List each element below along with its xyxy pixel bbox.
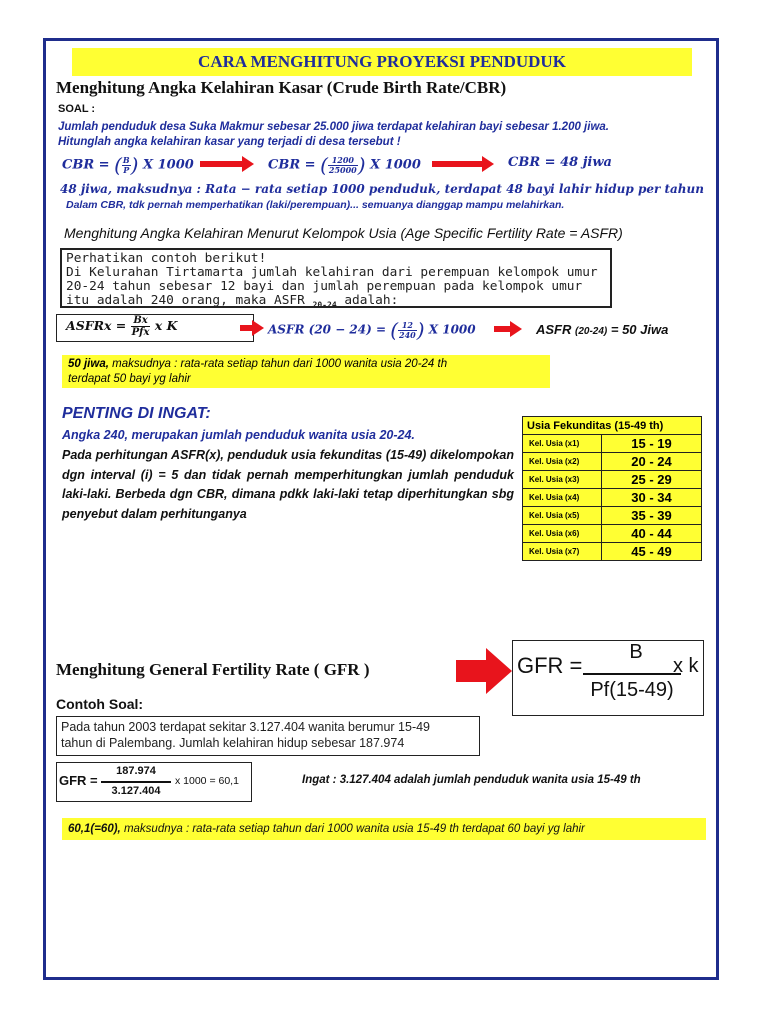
asfr-explanation — [62, 355, 550, 388]
gfr-calc-rest: x 1000 = 60,1 — [175, 775, 239, 787]
asfr-example-line-3: 20-24 tahun sebesar 12 bayi dan jumlah perempuan pada kelompok umur — [66, 279, 583, 294]
gfr-formula-den: Pf(15-49) — [590, 679, 674, 701]
soal-line-2: Hitunglah angka kelahiran kasar yang terjadi di desa tersebut ! — [58, 136, 401, 148]
contoh-line-2: tahun di Palembang. Jumlah kelahiran hidup sebesar 187.974 — [61, 736, 405, 750]
arrow-icon — [494, 326, 512, 332]
soal-line-1: Jumlah penduduk desa Suka Makmur sebesar 25.000 jiwa terdapat kelahiran bayi sebesar 1.200 jiwa. — [58, 121, 609, 133]
table-row — [523, 471, 702, 489]
table-cell-value: 25 - 29 — [602, 471, 702, 489]
table-cell-label: Kel. Usia (x3) — [523, 471, 602, 489]
gfr-calc-num: 187.974 — [116, 765, 156, 777]
table-row — [523, 507, 702, 525]
asfr-example-line-4 — [66, 294, 606, 313]
table-cell-value: 35 - 39 — [602, 507, 702, 525]
asfr-formula-2-num: 12 — [398, 321, 417, 331]
asfr-result — [536, 322, 668, 337]
table-row — [523, 525, 702, 543]
cbr-formula-1-den: P — [123, 164, 130, 175]
cbr-formula-2-den: 25000 — [328, 164, 357, 175]
contoh-line-1: Pada tahun 2003 terdapat sekitar 3.127.404 wanita berumur 15-49 — [61, 720, 431, 734]
asfr-example-box — [60, 248, 612, 308]
soal-text — [58, 120, 728, 150]
gfr-formula-label: GFR = — [517, 653, 583, 678]
cbr-formula-1-right: X 1000 — [138, 157, 194, 173]
asfr-formula — [66, 315, 177, 338]
table-row — [523, 453, 702, 471]
penting-heading: PENTING DI INGAT: — [62, 405, 211, 422]
cbr-heading: Menghitung Angka Kelahiran Kasar (Crude Birth Rate/CBR) — [56, 78, 507, 97]
fraction-line — [101, 781, 171, 783]
arrow-icon — [432, 161, 484, 167]
gfr-calc-den: 3.127.404 — [111, 785, 161, 797]
table-cell-label: Kel. Usia (x1) — [523, 435, 602, 453]
gfr-heading: Menghitung General Fertility Rate ( GFR ) — [56, 660, 370, 679]
cbr-formula-1-left: CBR = — [62, 157, 115, 173]
table-cell-label: Kel. Usia (x4) — [523, 489, 602, 507]
asfr-result-sub: (20-24) — [575, 326, 608, 337]
gfr-formula-num: B — [629, 641, 643, 663]
gfr-explanation — [62, 818, 706, 840]
asfr-formula-2-left: ASFR (20 − 24) = — [268, 322, 391, 337]
fekunditas-table — [522, 416, 702, 561]
fraction-line — [583, 673, 681, 675]
asfr-heading: Menghitung Angka Kelahiran Menurut Kelompok Usia (Age Specific Fertility Rate = ASFR) — [64, 225, 623, 241]
asfr-explain-rest: maksudnya : rata-rata setiap tahun dari 1000 wanita usia 20-24 th — [108, 358, 448, 370]
table-cell-label: Kel. Usia (x2) — [523, 453, 602, 471]
cbr-formula-2-left: CBR = — [268, 157, 321, 173]
penting-body: Pada perhitungan ASFR(x), penduduk usia fekunditas (15-49) dikelompokan dgn interval (i) = 5 dan tidak pernah memperhitungkan jumlah penduduk laki-laki. Berbeda dgn CBR, dimana pdkk laki-laki tetap diperhitungkan sbg penyebut dalam perhitunganya — [62, 448, 514, 521]
gfr-calc-box — [56, 762, 252, 802]
asfr-example-line-2: Di Kelurahan Tirtamarta jumlah kelahiran dari perempuan kelompok umur — [66, 265, 598, 280]
table-row — [523, 489, 702, 507]
table-cell-value: 45 - 49 — [602, 543, 702, 561]
cbr-note: 48 jiwa, maksudnya : Rata − rata setiap 1000 penduduk, terdapat 48 bayi lahir hidup per tahun — [60, 182, 704, 196]
soal-label: SOAL : — [58, 103, 96, 115]
cbr-formula-1: CBR = ( $\frac{B}{P}$ ) X 1000 — [62, 153, 194, 177]
asfr-example-line-4-sub: 20-24 — [312, 300, 337, 310]
gfr-formula-mult: x k — [673, 655, 699, 677]
gfr-calc-label: GFR = — [59, 773, 98, 788]
asfr-formula-num: Bx — [131, 315, 151, 327]
gfr-formula-box — [512, 640, 704, 716]
asfr-example-line-1: Perhatikan contoh berikut! — [66, 251, 267, 266]
table-cell-label: Kel. Usia (x6) — [523, 525, 602, 543]
fekunditas-table-header: Usia Fekunditas (15-49 th) — [523, 417, 702, 435]
asfr-formula-2-right: X 1000 — [424, 322, 476, 337]
cbr-note-2: Dalam CBR, tdk pernah memperhatikan (laki/perempuan)... semuanya dianggap mampu melahirkan. — [66, 199, 565, 211]
table-cell-value: 15 - 19 — [602, 435, 702, 453]
table-cell-label: Kel. Usia (x7) — [523, 543, 602, 561]
cbr-formula-2-right: X 1000 — [365, 157, 421, 173]
asfr-formula-label: ASFRx = — [66, 318, 131, 333]
table-row — [523, 543, 702, 561]
table-cell-label: Kel. Usia (x5) — [523, 507, 602, 525]
arrow-icon — [240, 325, 254, 331]
gfr-result-bold: 60,1(=60), — [68, 823, 121, 835]
cbr-formula-2: CBR = ( $\frac{1200}{25000}$ ) X 1000 — [268, 153, 421, 177]
asfr-formula-2: ASFR (20 − 24) = ( $\frac{12}{240}$ ) X 1000 — [268, 318, 476, 342]
asfr-explain-line-2: terdapat 50 bayi yg lahir — [68, 373, 191, 385]
asfr-formula-2-den: 240 — [399, 329, 416, 340]
table-cell-value: 30 - 34 — [602, 489, 702, 507]
cbr-formula-2-num: 1200 — [328, 156, 358, 166]
asfr-formula-mult: x K — [150, 318, 178, 333]
arrow-icon — [200, 161, 244, 167]
table-row — [523, 435, 702, 453]
contoh-soal-box — [56, 716, 480, 756]
penting-line-1: Angka 240, merupakan jumlah penduduk wanita usia 20-24. — [62, 428, 415, 442]
cbr-formula-1-num: B — [122, 154, 130, 165]
gfr-result-rest: maksudnya : rata-rata setiap tahun dari 1000 wanita usia 15-49 th terdapat 60 bayi yg lahir — [120, 823, 585, 835]
asfr-explain-bold: 50 jiwa, — [68, 358, 109, 370]
contoh-soal-label: Contoh Soal: — [56, 696, 144, 712]
ingat-note: Ingat : 3.127.404 adalah jumlah penduduk wanita usia 15-49 th — [302, 774, 641, 786]
cbr-result: CBR = 48 jiwa — [508, 155, 612, 170]
asfr-result-prefix: ASFR — [536, 322, 575, 337]
asfr-example-line-4b: adalah: — [336, 293, 399, 308]
big-arrow-icon — [456, 648, 514, 694]
asfr-example-line-4a: itu adalah 240 orang, maka ASFR — [66, 293, 313, 308]
page-title: CARA MENGHITUNG PROYEKSI PENDUDUK — [72, 48, 692, 76]
asfr-formula-den: Pfx — [131, 327, 150, 338]
asfr-result-suffix: = 50 Jiwa — [607, 322, 669, 337]
table-cell-value: 20 - 24 — [602, 453, 702, 471]
table-cell-value: 40 - 44 — [602, 525, 702, 543]
